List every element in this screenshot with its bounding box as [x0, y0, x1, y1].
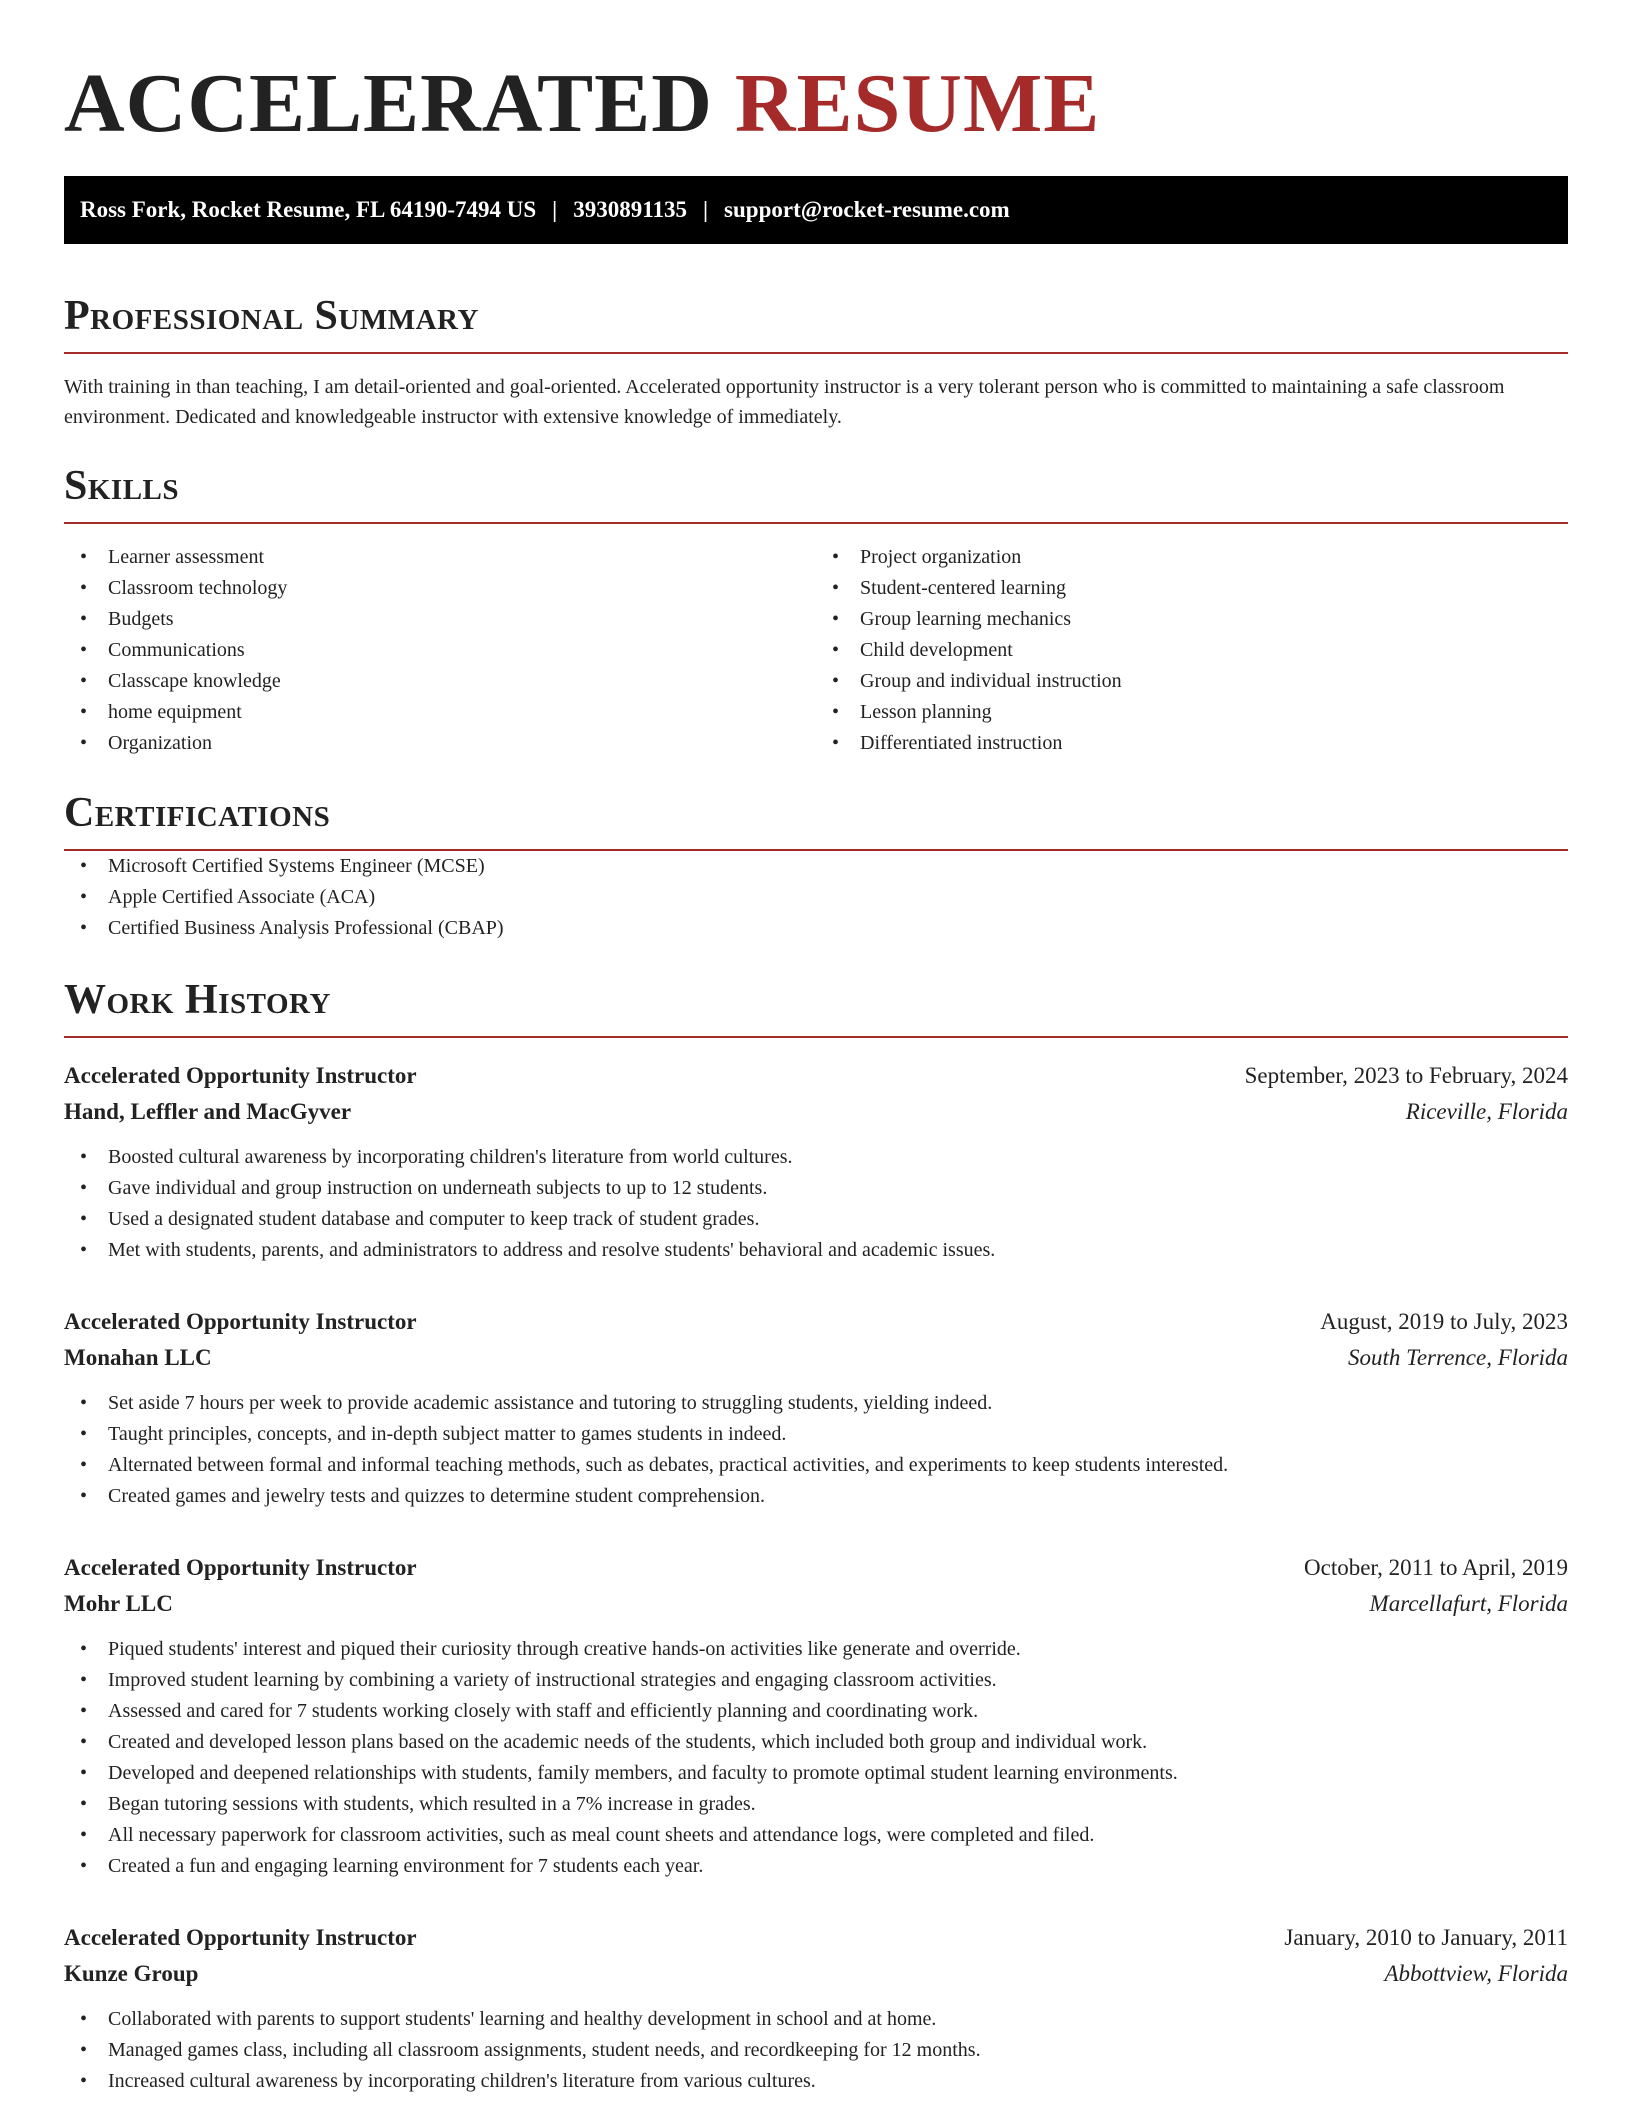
job-duty-item: • Began tutoring sessions with students, which resulted in a 7% increase in grades.	[64, 1789, 1568, 1820]
job-header-row	[64, 1058, 1568, 1094]
summary-section	[64, 292, 1568, 432]
skills-list-left	[64, 542, 816, 759]
job-location: South Terrence, Florida	[1348, 1345, 1568, 1370]
skill-item: • Child development	[816, 635, 1568, 666]
contact-phone: 3930891135	[573, 197, 687, 222]
contact-separator: |	[552, 197, 558, 222]
skill-item: • Group and individual instruction	[816, 666, 1568, 697]
job-duties-list	[64, 1388, 1568, 1512]
certification-item: • Microsoft Certified Systems Engineer (MCSE)	[64, 851, 1568, 882]
job-duty-item: • Created a fun and engaging learning environment for 7 students each year.	[64, 1851, 1568, 1882]
job-duties-list	[64, 1142, 1568, 1266]
job-title: Accelerated Opportunity Instructor	[64, 1309, 417, 1334]
job-location: Riceville, Florida	[1405, 1099, 1568, 1124]
job-dates: September, 2023 to February, 2024	[1244, 1063, 1568, 1088]
work-history-section	[64, 976, 1568, 2097]
job-dates: October, 2011 to April, 2019	[1304, 1555, 1568, 1580]
skill-item: • Communications	[64, 635, 816, 666]
skill-item: • Organization	[64, 728, 816, 759]
job-entry	[64, 1304, 1568, 1512]
section-title-skills: Skills	[64, 463, 180, 509]
job-duty-item: • Increased cultural awareness by incorporating children's literature from various cultures.	[64, 2066, 1568, 2097]
job-company-row	[64, 1586, 1568, 1622]
job-location: Marcellafurt, Florida	[1369, 1591, 1568, 1616]
skill-item: • Learner assessment	[64, 542, 816, 573]
job-dates: January, 2010 to January, 2011	[1284, 1925, 1568, 1950]
job-duty-item: • All necessary paperwork for classroom activities, such as meal count sheets and attendance logs, were completed and filed.	[64, 1820, 1568, 1851]
job-entry	[64, 1058, 1568, 1266]
certifications-section	[64, 789, 1568, 944]
job-company-row	[64, 1094, 1568, 1130]
job-duty-item: • Collaborated with parents to support students' learning and healthy development in school and at home.	[64, 2004, 1568, 2035]
contact-email[interactable]: support@rocket-resume.com	[724, 197, 1010, 222]
job-duties-list	[64, 2004, 1568, 2097]
job-company-row	[64, 1340, 1568, 1376]
section-title-work-history: Work History	[64, 977, 331, 1023]
job-duty-item: • Alternated between formal and informal teaching methods, such as debates, practical activities, and experiments to keep students interested.	[64, 1450, 1568, 1481]
section-title-summary: Professional Summary	[64, 293, 479, 339]
job-duty-item: • Created games and jewelry tests and quizzes to determine student comprehension.	[64, 1481, 1568, 1512]
job-title: Accelerated Opportunity Instructor	[64, 1555, 417, 1580]
job-duty-item: • Piqued students' interest and piqued their curiosity through creative hands-on activities like generate and override.	[64, 1634, 1568, 1665]
candidate-name	[64, 0, 1568, 152]
job-duty-item: • Managed games class, including all classroom assignments, student needs, and recordkeeping for 12 months.	[64, 2035, 1568, 2066]
job-duty-item: • Used a designated student database and computer to keep track of student grades.	[64, 1204, 1568, 1235]
job-title: Accelerated Opportunity Instructor	[64, 1925, 417, 1950]
skill-item: • home equipment	[64, 697, 816, 728]
certifications-list	[64, 851, 1568, 944]
job-duty-item: • Met with students, parents, and administrators to address and resolve students' behavioral and academic issues.	[64, 1235, 1568, 1266]
skill-item: • Budgets	[64, 604, 816, 635]
contact-bar	[64, 176, 1568, 244]
job-duty-item: • Set aside 7 hours per week to provide academic assistance and tutoring to struggling students, yielding indeed.	[64, 1388, 1568, 1419]
job-header-row	[64, 1304, 1568, 1340]
job-header-row	[64, 1920, 1568, 1956]
job-duty-item: • Boosted cultural awareness by incorporating children's literature from world cultures.	[64, 1142, 1568, 1173]
job-duty-item: • Developed and deepened relationships with students, family members, and faculty to promote optimal student learning environments.	[64, 1758, 1568, 1789]
contact-address: Ross Fork, Rocket Resume, FL 64190-7494 US	[80, 197, 537, 222]
job-company: Mohr LLC	[64, 1591, 173, 1616]
summary-text: With training in than teaching, I am detail-oriented and goal-oriented. Accelerated opportunity instructor is a very tolerant person who is committed to maintaining a safe classroom environment. Dedicated and knowledgeable instructor with extensive knowledge of immediately.	[64, 376, 1505, 428]
skill-item: • Student-centered learning	[816, 573, 1568, 604]
job-duty-item: • Taught principles, concepts, and in-depth subject matter to games students in indeed.	[64, 1419, 1568, 1450]
job-duty-item: • Gave individual and group instruction on underneath subjects to up to 12 students.	[64, 1173, 1568, 1204]
job-duty-item: • Improved student learning by combining a variety of instructional strategies and engaging classroom activities.	[64, 1665, 1568, 1696]
job-duties-list	[64, 1634, 1568, 1882]
job-company-row	[64, 1956, 1568, 1992]
skill-item: • Group learning mechanics	[816, 604, 1568, 635]
skill-item: • Lesson planning	[816, 697, 1568, 728]
section-divider	[64, 522, 1568, 524]
job-title: Accelerated Opportunity Instructor	[64, 1063, 417, 1088]
section-divider	[64, 352, 1568, 354]
skill-item: • Classcape knowledge	[64, 666, 816, 697]
certification-item: • Apple Certified Associate (ACA)	[64, 882, 1568, 913]
job-location: Abbottview, Florida	[1384, 1961, 1568, 1986]
job-dates: August, 2019 to July, 2023	[1320, 1309, 1568, 1334]
skills-section	[64, 462, 1568, 759]
skills-columns	[64, 542, 1568, 759]
job-company: Kunze Group	[64, 1961, 199, 1986]
job-entry	[64, 1920, 1568, 2097]
section-divider	[64, 1036, 1568, 1038]
contact-separator: |	[702, 197, 709, 222]
first-name: ACCELERATED	[64, 57, 713, 150]
job-duty-item: • Created and developed lesson plans based on the academic needs of the students, which included both group and individual work.	[64, 1727, 1568, 1758]
skill-item: • Differentiated instruction	[816, 728, 1568, 759]
last-name: RESUME	[734, 57, 1101, 150]
certification-item: • Certified Business Analysis Professional (CBAP)	[64, 913, 1568, 944]
job-entry	[64, 1550, 1568, 1882]
job-company: Hand, Leffler and MacGyver	[64, 1099, 352, 1124]
skill-item: • Project organization	[816, 542, 1568, 573]
section-title-certifications: Certifications	[64, 790, 331, 836]
job-duty-item: • Assessed and cared for 7 students working closely with staff and efficiently planning and coordinating work.	[64, 1696, 1568, 1727]
job-company: Monahan LLC	[64, 1345, 212, 1370]
skill-item: • Classroom technology	[64, 573, 816, 604]
job-header-row	[64, 1550, 1568, 1586]
skills-list-right	[816, 542, 1568, 759]
